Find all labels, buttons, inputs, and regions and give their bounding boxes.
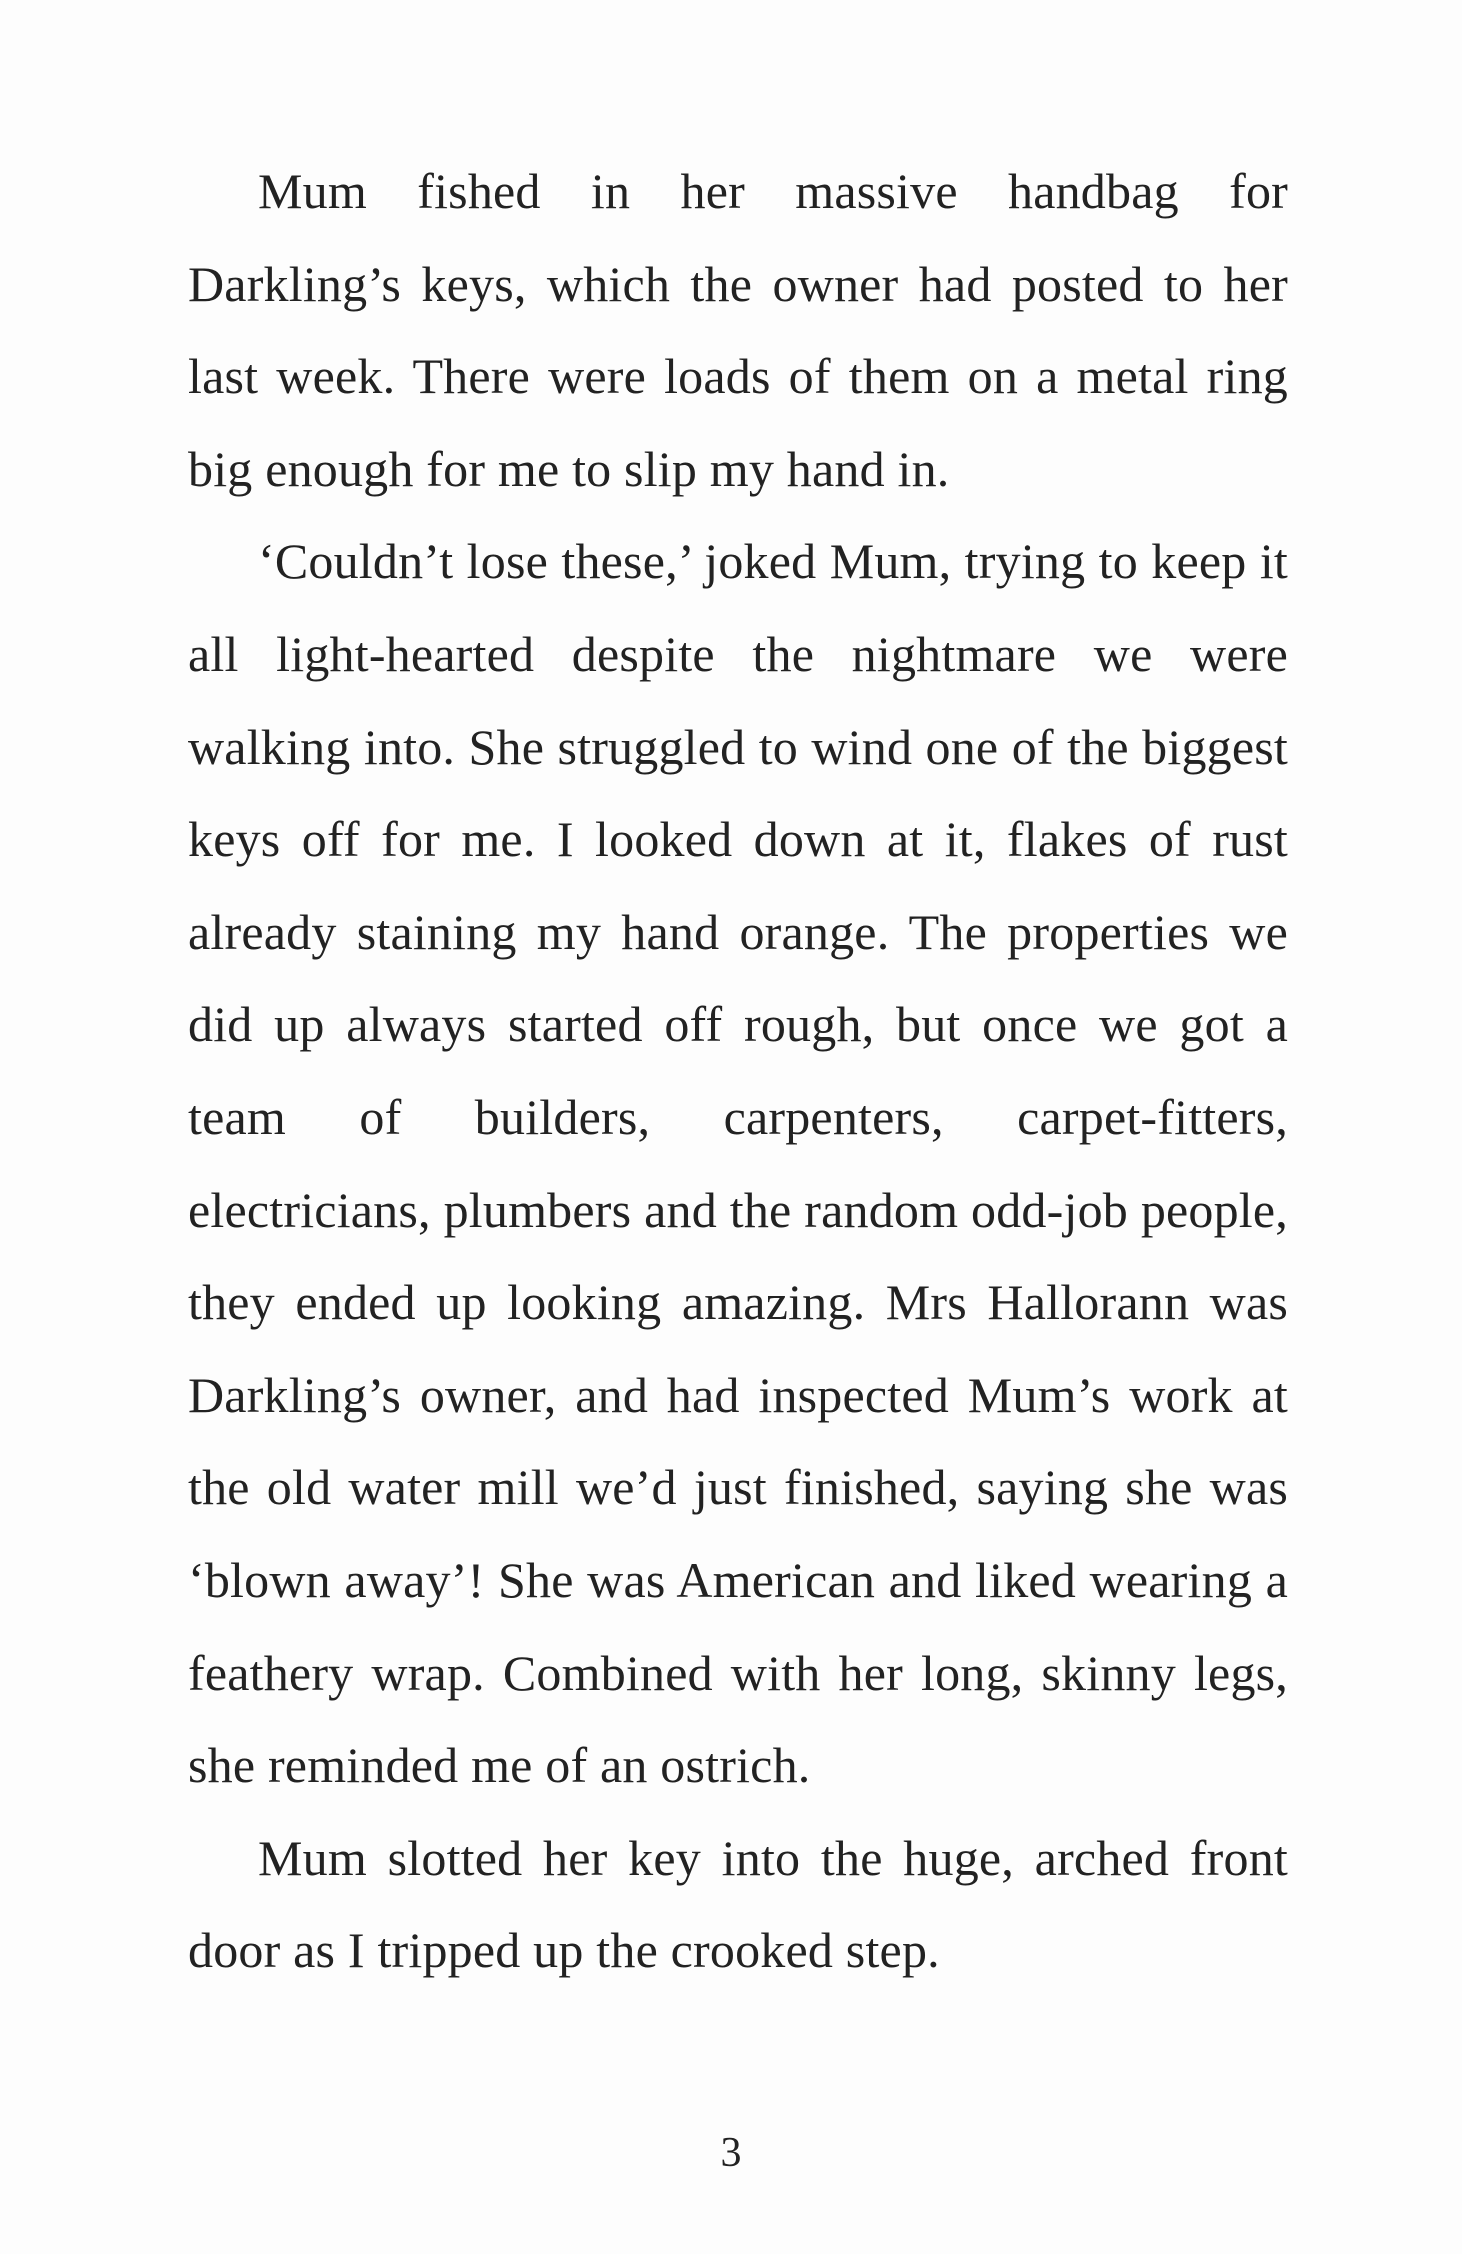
paragraph-1: Mum fished in her massive handbag for Darkling’s keys, which the owner had posted to her last week. There were loads of them on a metal ring big enough for me to slip my hand in. [188,163,1288,497]
paragraph-2: ‘Couldn’t lose these,’ joked Mum, trying to keep it all light-hearted despite the nightmare we were walking into. She struggled to wind one of the biggest keys off for me. I looked down at it, flakes of rust already staining my hand orange. The properties we did up always started off rough, but once we got a team of builders, carpenters, carpet-fitters, electricians, plumbers and the random odd-job people, they ended up looking amazing. Mrs Hallorann was Darkling’s owner, and had inspected Mum’s work at the old water mill we’d just finished, saying she was ‘blown away’! She was American and liked wearing a feathery wrap. Combined with her long, skinny legs, she reminded me of an ostrich. [188,533,1288,1794]
page-number: 3 [720,2130,742,2176]
body-text [188,145,1288,1997]
paragraph-3: Mum slotted her key into the huge, arched front door as I tripped up the crooked step. [188,1829,1288,1979]
